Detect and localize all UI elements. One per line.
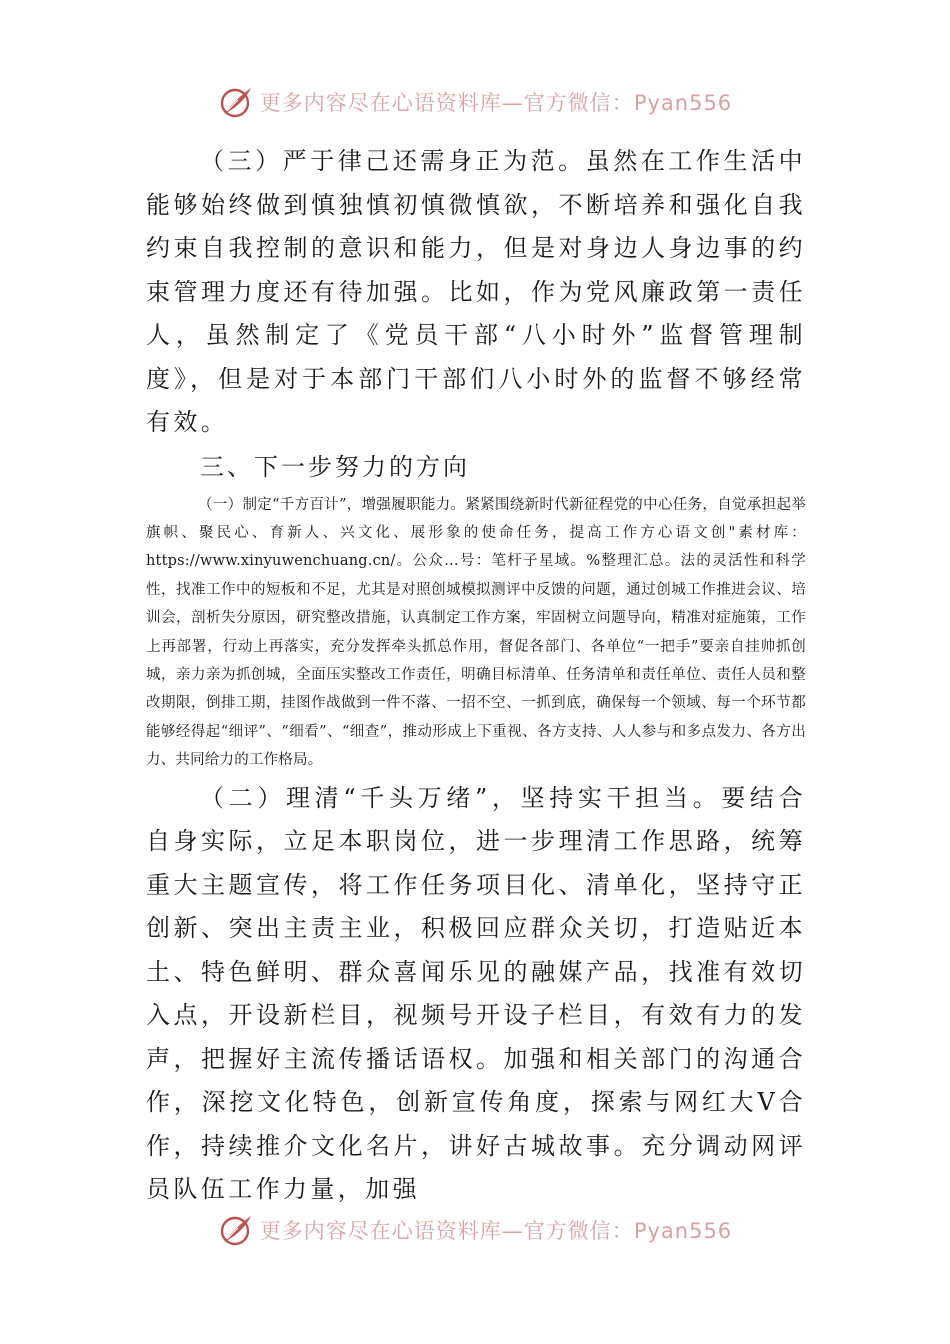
header-banner bbox=[0, 82, 950, 122]
section-heading-next-steps: 三、下一步努力的方向 bbox=[200, 452, 470, 481]
paragraph-self-discipline: （三）严于律己还需身正为范。虽然在工作生活中能够始终做到慎独慎初慎微慎欲，不断培养和强化自我约束自我控制的意识和能力，但是对身边人身边事的约束管理力度还有待加强。比如，作为党风廉政第一责任人，虽然制定了《党员干部“八小时外”监督管理制度》，但是对于本部门干部们八小时外的监督不够经常有效。 bbox=[146, 147, 806, 436]
document-body bbox=[146, 140, 806, 1212]
wechat-id: Pyan556 bbox=[633, 1219, 733, 1243]
paragraph-capability: （一）制定“千方百计”，增强履职能力。紧紧围绕新时代新征程党的中心任务，自觉承担起举旗帜、聚民心、育新人、兴文化、展形象的使命任务，提高工作方心语文创"素材库：https://www.xinyuwenchuang.cn/。公众…号：笔杆子星域。%整理汇总。法的灵活性和科学性，找准工作中的短板和不足，尤其是对照创城模拟测评中反馈的问题，通过创城工作推进会议、培训会，剖析失分原因，研究整改措施，认真制定工作方案，牢固树立问题导向，精准对症施策，工作上再部署，行动上再落实，充分发挥牵头抓总作用，督促各部门、各单位“一把手”要亲自挂帅抓创城，亲力亲为抓创城，全面压实整改工作责任，明确目标清单、任务清单和责任单位、责任人员和整改期限，倒排工期，挂图作战做到一件不落、一招不空、一抓到底，确保每一个领域、每一个环节都能够经得起“细评”、“细看”、“细查”，推动形成上下重视、各方支持、人人参与和多点发力、各方出力、共同给力的工作格局。 bbox=[146, 496, 806, 769]
quill-logo-icon bbox=[218, 84, 254, 120]
banner-text: 更多内容尽在心语资料库—官方微信：Pyan556 bbox=[259, 1219, 733, 1243]
footer-banner bbox=[0, 1210, 950, 1250]
paragraph-practical-work: （二）理清“千头万绪”，坚持实干担当。要结合自身实际，立足本职岗位，进一步理清工作思路，统筹重大主题宣传，将工作任务项目化、清单化，坚持守正创新、突出主责主业，积极回应群众关切，打造贴近本土、特色鲜明、群众喜闻乐见的融媒产品，找准有效切入点，开设新栏目，视频号开设子栏目，有效有力的发声，把握好主流传播话语权。加强和相关部门的沟通合作，深挖文化特色，创新宣传角度，探索与网红大V合作，持续推介文化名片，讲好古城故事。充分调动网评员队伍工作力量，加强 bbox=[146, 783, 806, 1204]
wechat-id: Pyan556 bbox=[633, 91, 733, 115]
banner-text: 更多内容尽在心语资料库—官方微信：Pyan556 bbox=[259, 91, 733, 115]
quill-logo-icon bbox=[218, 1212, 254, 1248]
